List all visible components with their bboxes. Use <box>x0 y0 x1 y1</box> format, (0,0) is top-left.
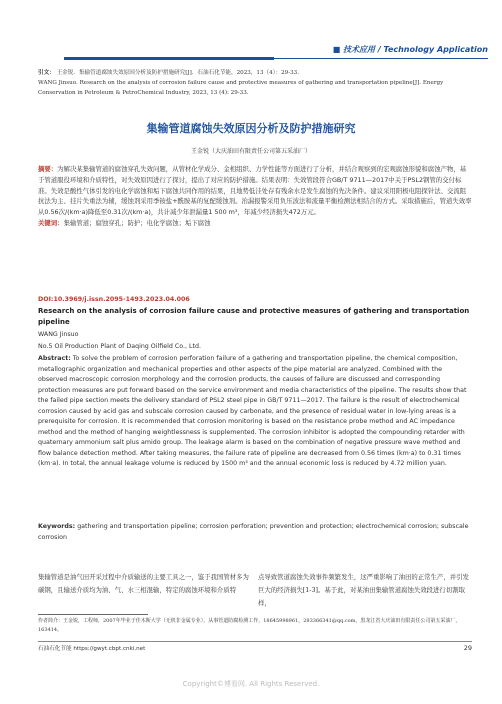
abstract-cn-text: 为解决某集输管道的腐蚀穿孔失效问题，从管材化学成分、金相组织、力学性能等方面进行了分析，并结合观察到的宏观腐蚀形貌和腐蚀产物，基于管道服役环境和介质特性，对失效原因进行了探讨，提出了对应的防护措施。结果表明：失效管段符合GB/T 9711—2017中关于PSL2钢管的交付标准。失效是酸性气体引发的电化学腐蚀和垢下腐蚀共同作用的结果，且地势低洼处存有残余水是发生腐蚀的先决条件。建议采用阳极电阻探针法、交流阻抗法为主、挂片失重法为辅，缓蚀剂采用季铵盐+酰胺基的复配缓蚀剂。治漏报警采用负压波法和流量平衡检测法相结合的方式。采取措施后，管道失效率从0.56次/(km·a)降低至0.31次/(km·a)，共计减少年泄漏量1 500 m³，年减少经济损失472万元。 <box>38 165 472 217</box>
english-abstract-text: To solve the problem of corrosion perforation failure of a gathering and transportation pipeline, the chemical composition, metallographic organization and mechanical properties and other aspects of the pipe material are analyzed. Combined with the observed macroscopic corrosion morphology and the corrosion products, the causes of failure are discussed and corresponding protection measures are put forward based on the service environment and media characteristics of the pipeline. The results show that the failed pipe section meets the delivery standard of PSL2 steel pipe in GB/T 9711—2017. The failure is the result of electrochemical corrosion caused by acid gas and subscale corrosion caused by carbonate, and the presence of residual water in low-lying areas is a prerequisite for corrosion. It is recommended that corrosion monitoring is based on the resistance probe method and AC impedance method and the method of hanging weightlessness is supplemented. The corrosion inhibitor is adopted the compounding retarder with quaternary ammonium salt plus amido group. The leakage alarm is based on the combination of negative pressure wave method and flow balance detection method. After taking measures, the failure rate of pipeline are decreased from 0.56 times (km·a) to 0.31 times (km·a). In total, the annual leakage volume is reduced by 1500 m³ and the annual economic loss is reduced by 4.72 million yuan. <box>38 355 467 467</box>
citation-cn: 王金锐．集输管道腐蚀失效原因分析及防护措施研究[J]．石油石化节能，2023，13（4）：29-33. <box>56 70 299 76</box>
english-keywords-text: gathering and transportation pipeline; corrosion perforation; prevention and protection; electrochemical corrosion; subscale corrosion <box>38 523 469 541</box>
body-column-right: 点导致管道腐蚀失效事件频繁发生，这严重影响了油田的正常生产，并引发巨大的经济损失[1-3]。基于此，对某油田集输管道腐蚀失效段进行切割取样， <box>258 573 469 607</box>
english-title: Research on the analysis of corrosion failure cause and protective measures of gathering and transportation pipeline <box>38 307 470 326</box>
doi: DOI:10.3969/j.issn.2095-1493.2023.04.006 <box>38 296 190 303</box>
footnote-rule <box>38 614 148 615</box>
abstract-cn-label: 摘要： <box>38 165 58 173</box>
english-keywords-label: Keywords: <box>38 523 76 530</box>
author-line: 王金锐（大庆油田有限责任公司第五采油厂） <box>190 148 311 155</box>
keywords-cn-text: 集输管道；腐蚀穿孔；防护；电化学腐蚀；垢下腐蚀 <box>63 218 211 227</box>
abstract-cn <box>38 164 472 229</box>
citation-label: 引文： <box>38 70 55 76</box>
page-number: 29 <box>463 644 472 652</box>
english-institution: No.5 Oil Production Plant of Daqing Oilfield Co., Ltd. <box>38 343 201 350</box>
english-abstract-label: Abstract: <box>38 355 71 362</box>
keywords-cn-label: 关键词： <box>38 218 64 227</box>
citation-en: WANG Jinsuo. Research on the analysis of corrosion failure cause and protective measures of gathering and transportation pipeline[J]. Energy Conservation in Petroleum & PetroChemical Industry, 2023, 13 (4): 29-33. <box>38 80 444 96</box>
copyright-watermark: Copyright©博看网. All Rights Reserved. <box>182 680 320 688</box>
english-keywords <box>38 522 472 543</box>
body-column-left: 集输管道是油气田开采过程中介质输送的主要工具之一，鉴于我国管材多为碳钢，且输送介质均为油、气、水三相混输，特定的腐蚀环境和介质特 <box>38 573 249 594</box>
footer-rule <box>38 641 472 642</box>
english-abstract <box>38 354 472 470</box>
english-author: WANG Jinsuo <box>38 331 79 338</box>
section-header: ■ 技术应用 / Technology Application <box>332 45 488 54</box>
author-footnote: 作者简介：王金锐，工程师，2007年毕业于佳木斯大学（无机非金属专业），从事管道防腐检测工作，18645998961，283366341@qq.com，黑龙江省大庆油田有限责任公司第五采油厂，163414。 <box>38 618 461 633</box>
header-rule <box>64 58 488 59</box>
journal-footer: 石油石化节能 https://gwyt.cbpt.cnki.net <box>38 646 146 652</box>
article-title: 集输管道腐蚀失效原因分析及防护措施研究 <box>146 122 356 135</box>
citation <box>38 68 480 98</box>
